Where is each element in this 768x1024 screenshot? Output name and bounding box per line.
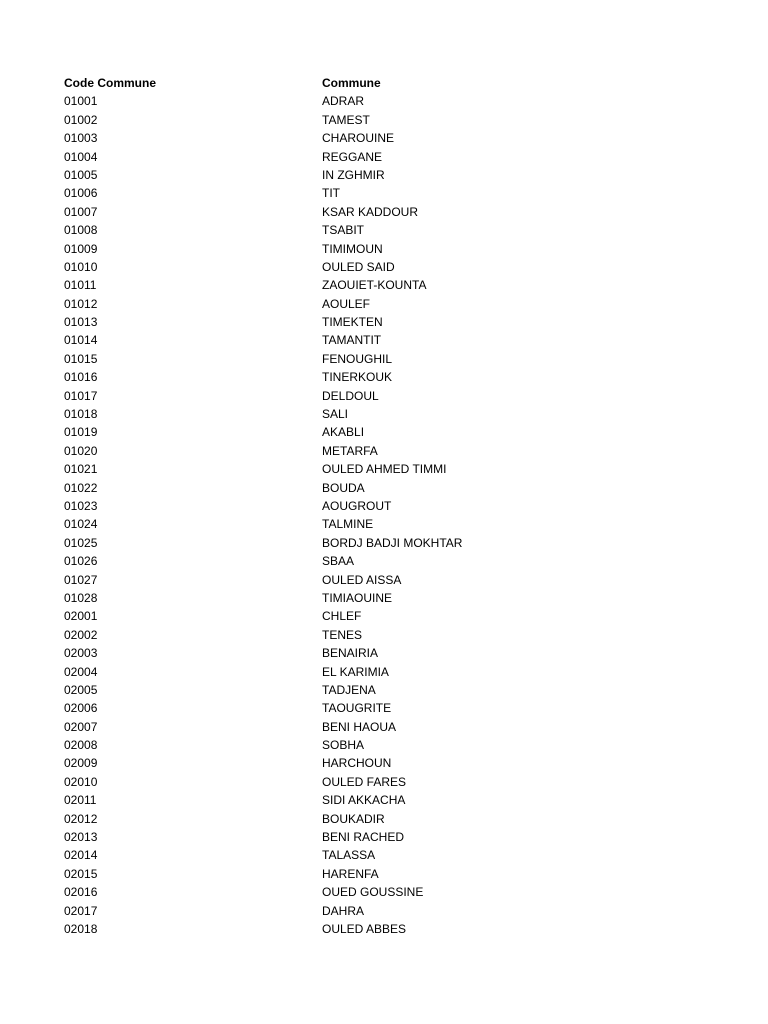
table-row	[64, 773, 524, 791]
table-row	[64, 534, 524, 552]
commune-code-cell: 02015	[64, 866, 98, 881]
commune-name-cell: ADRAR	[322, 94, 365, 109]
commune-code-cell: 02003	[64, 646, 98, 661]
table-row	[64, 221, 524, 239]
table-row	[64, 368, 524, 386]
commune-name-cell: TALASSA	[322, 848, 376, 863]
commune-name-cell: BORDJ BADJI MOKHTAR	[322, 535, 463, 550]
commune-code-cell: 01025	[64, 535, 98, 550]
commune-name-cell: BOUKADIR	[322, 811, 385, 826]
table-row	[64, 350, 524, 368]
table-row	[64, 644, 524, 662]
commune-code-cell: 02012	[64, 811, 98, 826]
table-row	[64, 111, 524, 129]
commune-code-cell: 02005	[64, 682, 98, 697]
commune-name-cell: SOBHA	[322, 738, 365, 753]
table-row	[64, 810, 524, 828]
commune-name-cell: TAMEST	[322, 112, 370, 127]
table-row	[64, 920, 524, 938]
table-row	[64, 479, 524, 497]
commune-code-cell: 02008	[64, 738, 98, 753]
commune-name-cell: FENOUGHIL	[322, 351, 393, 366]
commune-name-cell: TINERKOUK	[322, 370, 393, 385]
table-row	[64, 571, 524, 589]
commune-name-cell: KSAR KADDOUR	[322, 204, 419, 219]
commune-name-cell: HARENFA	[322, 866, 379, 881]
commune-code-cell: 01019	[64, 425, 98, 440]
commune-name-cell: OUED GOUSSINE	[322, 885, 424, 900]
table-row	[64, 166, 524, 184]
table-row	[64, 92, 524, 110]
table-row	[64, 331, 524, 349]
commune-code-cell: 01002	[64, 112, 98, 127]
commune-code-cell: 02010	[64, 774, 98, 789]
commune-code-cell: 02006	[64, 701, 98, 716]
commune-name-cell: OULED SAID	[322, 259, 395, 274]
table-body	[64, 92, 524, 938]
commune-name-cell: OULED ABBES	[322, 921, 407, 936]
commune-name-cell: CHLEF	[322, 609, 362, 624]
commune-code-cell: 01007	[64, 204, 98, 219]
commune-code-cell: 02004	[64, 664, 98, 679]
commune-code-cell: 01017	[64, 388, 98, 403]
commune-code-cell: 01008	[64, 223, 98, 238]
column-header-code: Code Commune	[64, 76, 157, 90]
commune-name-cell: ZAOUIET-KOUNTA	[322, 278, 427, 293]
commune-code-cell: 02013	[64, 830, 98, 845]
table-row	[64, 129, 524, 147]
commune-code-cell: 01011	[64, 278, 97, 293]
table-row	[64, 754, 524, 772]
commune-code-cell: 02011	[64, 793, 97, 808]
commune-code-cell: 01021	[64, 462, 98, 477]
commune-name-cell: TIMIAOUINE	[322, 590, 393, 605]
commune-name-cell: BENI HAOUA	[322, 719, 397, 734]
table-row	[64, 607, 524, 625]
table-row	[64, 442, 524, 460]
commune-code-cell: 01023	[64, 498, 98, 513]
commune-name-cell: TADJENA	[322, 682, 376, 697]
commune-name-cell: CHAROUINE	[322, 131, 395, 146]
table-row	[64, 203, 524, 221]
commune-name-cell: OULED AHMED TIMMI	[322, 462, 447, 477]
table-row	[64, 276, 524, 294]
commune-name-cell: TENES	[322, 627, 363, 642]
commune-name-cell: DAHRA	[322, 903, 365, 918]
commune-name-cell: AOULEF	[322, 296, 371, 311]
table-row	[64, 552, 524, 570]
commune-name-cell: OULED AISSA	[322, 572, 402, 587]
commune-code-cell: 02018	[64, 921, 98, 936]
commune-name-cell: HARCHOUN	[322, 756, 392, 771]
commune-code-cell: 01005	[64, 167, 98, 182]
table-row	[64, 846, 524, 864]
commune-code-cell: 01018	[64, 407, 98, 422]
table-row	[64, 699, 524, 717]
commune-code-cell: 02002	[64, 627, 98, 642]
commune-name-cell: EL KARIMIA	[322, 664, 389, 679]
commune-name-cell: SBAA	[322, 554, 355, 569]
table-row	[64, 423, 524, 441]
commune-code-cell: 02014	[64, 848, 98, 863]
commune-code-cell: 01006	[64, 186, 98, 201]
commune-code-cell: 02007	[64, 719, 98, 734]
commune-code-cell: 01014	[64, 333, 98, 348]
table-row	[64, 184, 524, 202]
commune-code-cell: 01027	[64, 572, 98, 587]
commune-name-cell: REGGANE	[322, 149, 383, 164]
table-header-row	[64, 74, 524, 92]
commune-code-cell: 02016	[64, 885, 98, 900]
commune-code-cell: 01009	[64, 241, 98, 256]
table-row	[64, 295, 524, 313]
commune-name-cell: SIDI AKKACHA	[322, 793, 406, 808]
table-row	[64, 791, 524, 809]
table-row	[64, 626, 524, 644]
table-row	[64, 405, 524, 423]
table-row	[64, 387, 524, 405]
commune-name-cell: OULED FARES	[322, 774, 407, 789]
commune-name-cell: BOUDA	[322, 480, 365, 495]
commune-name-cell: IN ZGHMIR	[322, 167, 385, 182]
commune-name-cell: TIMEKTEN	[322, 315, 383, 330]
commune-code-cell: 01013	[64, 315, 98, 330]
commune-code-cell: 02001	[64, 609, 98, 624]
table-row	[64, 681, 524, 699]
table-row	[64, 663, 524, 681]
table-row	[64, 718, 524, 736]
commune-name-cell: TALMINE	[322, 517, 374, 532]
table-row	[64, 240, 524, 258]
commune-code-cell: 01026	[64, 554, 98, 569]
commune-code-cell: 01016	[64, 370, 98, 385]
commune-name-cell: BENAIRIA	[322, 646, 379, 661]
table-row	[64, 148, 524, 166]
commune-code-cell: 02017	[64, 903, 98, 918]
commune-name-cell: BENI RACHED	[322, 830, 405, 845]
commune-code-cell: 01022	[64, 480, 98, 495]
table-row	[64, 460, 524, 478]
commune-code-cell: 01010	[64, 259, 98, 274]
commune-name-cell: SALI	[322, 407, 349, 422]
table-row	[64, 497, 524, 515]
commune-name-cell: TAOUGRITE	[322, 701, 392, 716]
table-row	[64, 865, 524, 883]
table-row	[64, 589, 524, 607]
commune-name-cell: TAMANTIT	[322, 333, 382, 348]
column-header-commune: Commune	[322, 76, 381, 90]
commune-code-cell: 01004	[64, 149, 98, 164]
commune-name-cell: DELDOUL	[322, 388, 379, 403]
table-row	[64, 828, 524, 846]
commune-name-cell: AOUGROUT	[322, 498, 392, 513]
commune-code-cell: 01020	[64, 443, 98, 458]
commune-code-cell: 01001	[64, 94, 98, 109]
table-row	[64, 515, 524, 533]
commune-code-cell: 01003	[64, 131, 98, 146]
commune-table	[64, 74, 524, 938]
commune-name-cell: TIT	[322, 186, 340, 201]
commune-code-cell: 01015	[64, 351, 98, 366]
commune-code-cell: 02009	[64, 756, 98, 771]
commune-name-cell: TIMIMOUN	[322, 241, 383, 256]
commune-code-cell: 01024	[64, 517, 98, 532]
commune-name-cell: METARFA	[322, 443, 378, 458]
table-row	[64, 883, 524, 901]
commune-code-cell: 01012	[64, 296, 98, 311]
table-row	[64, 258, 524, 276]
table-row	[64, 313, 524, 331]
commune-name-cell: TSABIT	[322, 223, 365, 238]
commune-code-cell: 01028	[64, 590, 98, 605]
table-row	[64, 736, 524, 754]
table-row	[64, 902, 524, 920]
commune-name-cell: AKABLI	[322, 425, 365, 440]
